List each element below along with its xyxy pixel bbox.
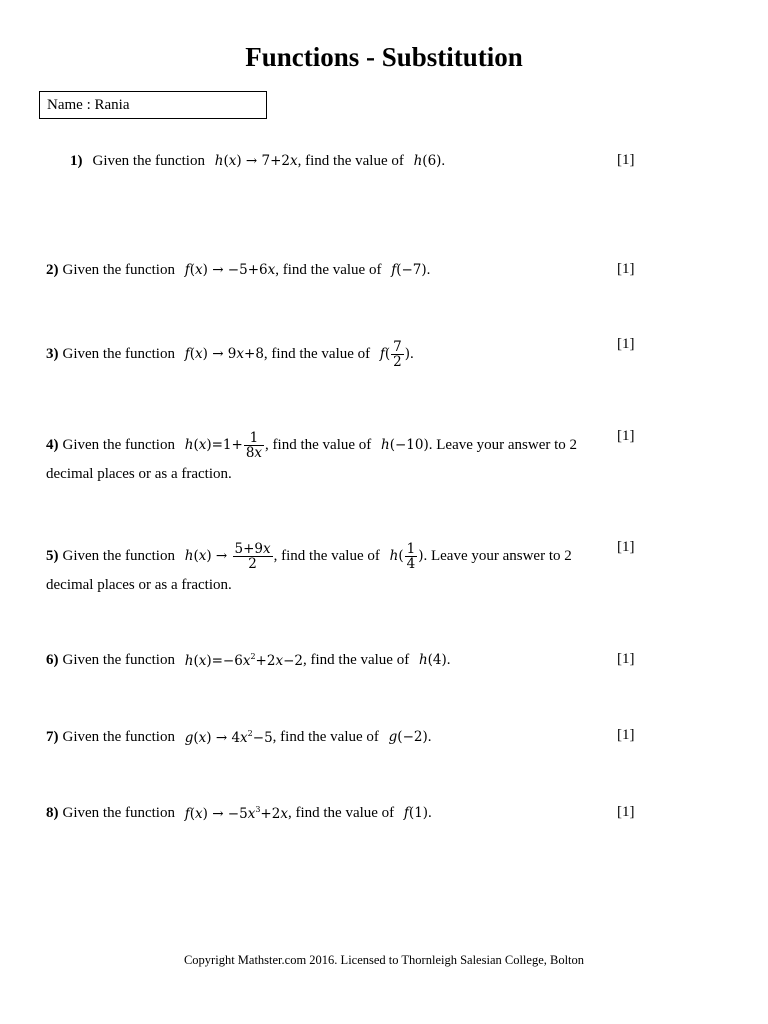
question-mark: [1] bbox=[617, 152, 635, 168]
question-mark: [1] bbox=[617, 651, 635, 667]
question-number: 2) bbox=[46, 262, 59, 278]
question-5 bbox=[46, 542, 594, 599]
target-expression: f( $\frac{7}{2}$ ) bbox=[379, 339, 411, 371]
question-mark: [1] bbox=[617, 539, 635, 555]
function-expression: f(x) → −5+6x bbox=[184, 261, 276, 278]
question-intro: Given the function bbox=[62, 548, 175, 564]
function-expression: $g(x) \to 4x^2-5$ bbox=[184, 728, 273, 746]
question-mid: , find the value of bbox=[273, 548, 380, 564]
name-field[interactable]: Name : Rania bbox=[39, 91, 267, 119]
question-end: . bbox=[428, 805, 432, 821]
target-expression: h(−10) bbox=[381, 436, 429, 453]
question-mark: [1] bbox=[617, 428, 635, 444]
question-intro: Given the function bbox=[92, 153, 205, 169]
question-number: 6) bbox=[46, 652, 59, 668]
question-end: . Leave your answer to 2 decimal places or as a fraction. bbox=[46, 437, 578, 483]
question-mark: [1] bbox=[617, 261, 635, 277]
question-mid: , find the value of bbox=[265, 437, 372, 453]
function-expression: $f(x) \to -5x^3+2x$ bbox=[184, 804, 288, 822]
question-intro: Given the function bbox=[62, 805, 175, 821]
question-intro: Given the function bbox=[62, 729, 175, 745]
target-expression: h(6) bbox=[413, 152, 442, 169]
target-expression: h( $\frac{1}{4}$ ) bbox=[389, 541, 424, 573]
question-number: 1) bbox=[70, 153, 83, 169]
target-expression: h(4) bbox=[418, 651, 447, 668]
question-number: 5) bbox=[46, 548, 59, 564]
question-intro: Given the function bbox=[62, 652, 175, 668]
question-1 bbox=[70, 147, 594, 175]
question-mid: , find the value of bbox=[297, 153, 404, 169]
function-expression: f(x) → 9x+8 bbox=[184, 345, 264, 362]
question-end: . bbox=[427, 729, 432, 745]
question-2 bbox=[46, 256, 594, 284]
question-mark: [1] bbox=[617, 727, 635, 743]
target-expression: f(1) bbox=[403, 804, 429, 821]
question-6 bbox=[46, 646, 594, 674]
worksheet-title: Functions - Substitution bbox=[245, 42, 523, 72]
question-mid: , find the value of bbox=[287, 805, 395, 821]
question-number: 7) bbox=[46, 729, 59, 745]
function-expression: h(x) → $\frac{5+9x}{2}$ bbox=[184, 541, 271, 573]
question-4 bbox=[46, 431, 594, 488]
copyright-footer: Copyright Mathster.com 2016. Licensed to Thornleigh Salesian College, Bolton bbox=[183, 953, 585, 967]
question-mark: [1] bbox=[617, 804, 635, 820]
function-expression: h(x)=1+ $\frac{1}{8x}$ bbox=[184, 430, 263, 462]
question-intro: Given the function bbox=[62, 437, 175, 453]
question-mid: , find the value of bbox=[275, 262, 382, 278]
question-mid: , find the value of bbox=[302, 652, 410, 668]
question-mark: [1] bbox=[617, 336, 635, 352]
question-3 bbox=[46, 340, 594, 369]
question-mid: , find the value of bbox=[272, 729, 379, 745]
question-7 bbox=[46, 723, 594, 751]
question-mid: , find the value of bbox=[263, 346, 371, 362]
question-intro: Given the function bbox=[62, 346, 175, 362]
question-8 bbox=[46, 799, 594, 827]
question-number: 4) bbox=[46, 437, 59, 453]
question-number: 3) bbox=[46, 346, 59, 362]
target-expression: g(−2) bbox=[388, 728, 428, 745]
question-end: . bbox=[441, 153, 446, 169]
question-number: 8) bbox=[46, 805, 59, 821]
question-end: . bbox=[446, 652, 451, 668]
question-end: . bbox=[426, 262, 431, 278]
question-end: . bbox=[410, 346, 414, 362]
function-expression: h(x) → 7+2x bbox=[214, 152, 298, 169]
function-expression: $h(x)=-6x^2+2x-2$ bbox=[184, 651, 303, 669]
question-end: . Leave your answer to 2 decimal places or as a fraction. bbox=[46, 548, 572, 594]
target-expression: f(−7) bbox=[391, 261, 427, 278]
question-intro: Given the function bbox=[62, 262, 175, 278]
